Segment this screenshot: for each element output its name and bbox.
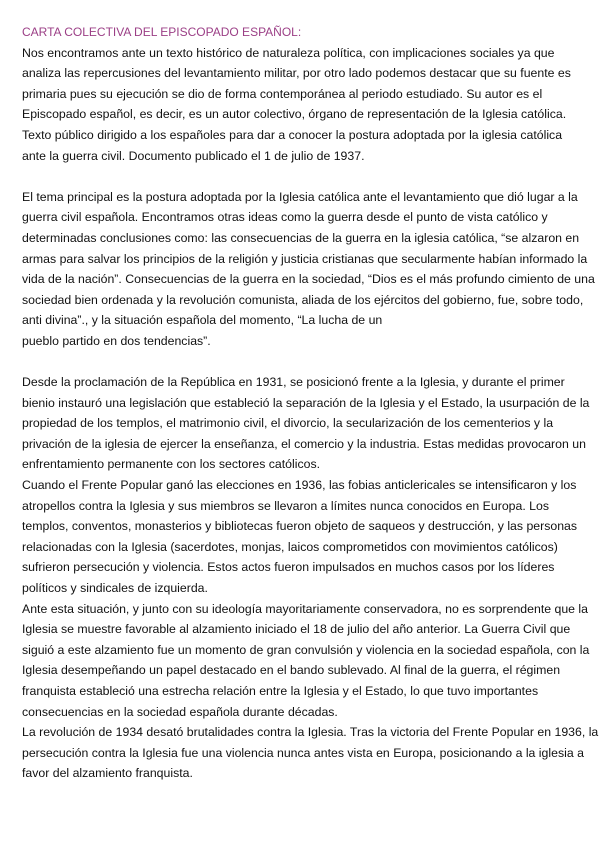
text-line: armas para salvar los principios de la religión y justicia cristianas que secularmente habían informado la [22, 251, 588, 266]
text-line: atropellos contra la Iglesia y sus miembros se llevaron a límites nunca conocidos en Europa. Los [22, 498, 549, 513]
text-line: políticos y sindicales de izquierda. [22, 581, 208, 596]
text-line: anti divina”., y la situación española del momento, “La lucha de un [22, 313, 383, 328]
text-line: persecución contra la Iglesia fue una violencia nunca antes vista en Europa, posicionando a la iglesia a [22, 745, 584, 760]
paragraph-main-theme [22, 187, 595, 352]
document-heading: CARTA COLECTIVA DEL EPISCOPADO ESPAÑOL: [22, 25, 302, 39]
text-line: templos, conventos, monasterios y bibliotecas fueron objeto de saqueos y destrucción, y las personas [22, 519, 578, 534]
text-line: privación de la iglesia de ejercer la enseñanza, el comercio y la industria. Estas medidas provocaron un [22, 436, 586, 451]
text-line: propiedad de los templos, el matrimonio civil, el divorcio, la secularización de los cementerios y la [22, 416, 554, 431]
text-line: La revolución de 1934 desató brutalidades contra la Iglesia. Tras la victoria del Frente Popular en 1936, la [22, 725, 599, 740]
text-line: enfrentamiento permanente con los sectores católicos. [22, 457, 321, 472]
text-line: Episcopado español, es decir, es un autor colectivo, órgano de representación de la Iglesia católica. [22, 107, 567, 122]
text-line: consecuencias en la sociedad española durante décadas. [22, 704, 338, 719]
text-line: Iglesia se muestre favorable al alzamiento iniciado el 18 de julio del año anterior. La Guerra Civil que [22, 622, 571, 637]
document-page [22, 22, 599, 784]
paragraph-spacer [22, 166, 582, 187]
text-line: determinadas conclusiones como: las consecuencias de la guerra en la iglesia católica, “se alzaron en [22, 230, 580, 245]
text-line: favor del alzamiento franquista. [22, 766, 193, 781]
text-line: pueblo partido en dos tendencias”. [22, 333, 211, 348]
text-line: ante la guerra civil. Documento publicado el 1 de julio de 1937. [22, 148, 365, 163]
text-line: guerra civil española. Encontramos otras ideas como la guerra desde el punto de vista católico y [22, 210, 548, 225]
text-line: primaria pues su ejecución se dio de forma contemporánea al periodo estudiado. Su autor es el [22, 86, 543, 101]
paragraph-spacer [22, 352, 582, 373]
text-line: Desde la proclamación de la República en 1931, se posicionó frente a la Iglesia, y durante el primer [22, 375, 565, 390]
text-line: relacionadas con la Iglesia (sacerdotes, monjas, laicos comprometidos con movimientos católicos) [22, 539, 558, 554]
text-line: franquista estableció una estrecha relación entre la Iglesia y el Estado, lo que tuvo importantes [22, 684, 539, 698]
text-line: sufrieron persecución y violencia. Estos actos fueron impulsados en muchos casos por los líderes [22, 560, 555, 575]
text-line: sociedad bien ordenada y la revolución comunista, aliada de los ejércitos del gobierno, fue, sobre todo, [22, 292, 584, 307]
text-line: Ante esta situación, y junto con su ideología mayoritariamente conservadora, no es sorprendente que la [22, 601, 588, 616]
text-line: vida de la nación”. Consecuencias de la guerra en la sociedad, “Dios es el más profundo cimiento de una [22, 272, 595, 287]
paragraph-introduction [22, 43, 582, 167]
text-line: El tema principal es la postura adoptada por la Iglesia católica ante el levantamiento que dió lugar a la [22, 189, 578, 204]
text-line: Cuando el Frente Popular ganó las elecciones en 1936, las fobias anticlericales se intensificaron y los [22, 478, 577, 493]
text-line: siguió a este alzamiento fue un momento de gran convulsión y violencia en la sociedad española, con la [22, 642, 590, 657]
text-line: Texto público dirigido a los españoles para dar a conocer la postura adoptada por la iglesia católica [22, 127, 563, 142]
text-line: analiza las repercusiones del levantamiento militar, por otro lado podemos destacar que su fuente es [22, 66, 571, 81]
text-line: Iglesia desempeñando un papel destacado en el bando sublevado. Al final de la guerra, el régimen [22, 663, 561, 678]
text-line: bienio instauró una legislación que estableció la separación de la Iglesia y el Estado, la usurpación de la [22, 395, 590, 410]
text-line: Nos encontramos ante un texto histórico de naturaleza política, con implicaciones sociales ya que [22, 45, 555, 60]
paragraph-context [22, 372, 599, 784]
